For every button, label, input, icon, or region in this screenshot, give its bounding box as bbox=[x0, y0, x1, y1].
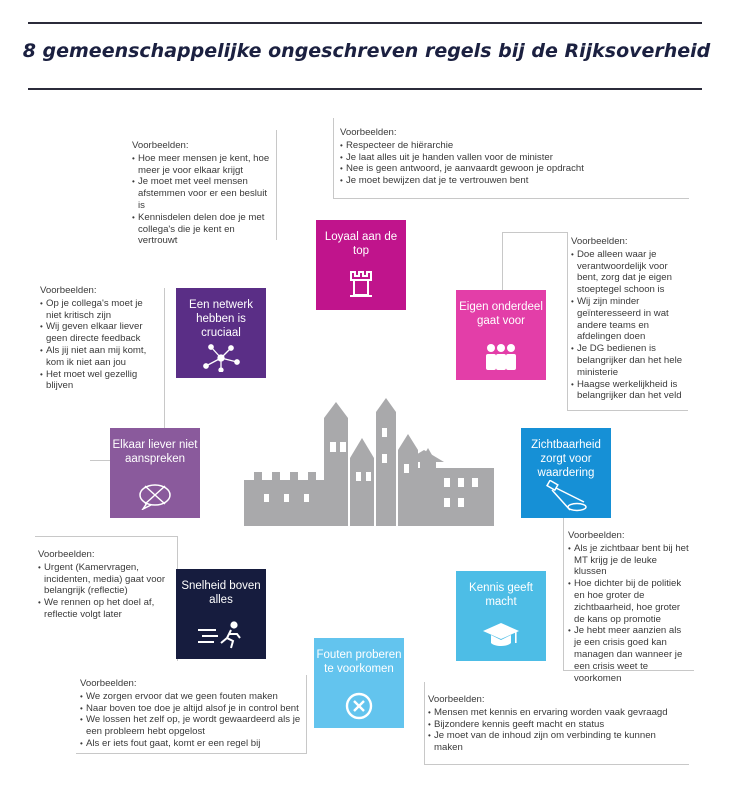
rule-label: Snelheid boven alles bbox=[181, 580, 261, 606]
connector-eigen bbox=[502, 232, 568, 291]
network-icon bbox=[201, 344, 241, 372]
examples-loyaal bbox=[340, 127, 590, 187]
list-item: • Het moet wel gezellig blijven bbox=[40, 369, 160, 393]
spotlight-icon bbox=[544, 480, 588, 514]
group-icon bbox=[483, 342, 519, 372]
list-item: • Je moet bewijzen dat je te vertrouwen bent bbox=[340, 175, 590, 187]
examples-netwerk bbox=[132, 140, 274, 247]
rule-label: Fouten proberen te voorkomen bbox=[316, 649, 402, 675]
examples-snelheid bbox=[38, 549, 170, 621]
examples-kennis bbox=[428, 694, 686, 754]
list-item: • Wij zijn minder geïnteresseerd in wat andere teams en afdelingen doen bbox=[571, 296, 689, 343]
rule-box-fouten bbox=[314, 638, 404, 728]
rule-box-eigen bbox=[456, 290, 546, 380]
list-item: • Als er iets fout gaat, komt er een regel bij bbox=[80, 738, 304, 750]
list-item: • Doe alleen waar je verantwoordelijk voor bent, zorg dat je eigen stoeptegel schoon is bbox=[571, 249, 689, 296]
list-item: • We zorgen ervoor dat we geen fouten maken bbox=[80, 691, 304, 703]
list-item: • Respecteer de hiërarchie bbox=[340, 140, 590, 152]
rule-box-zichtbaarheid bbox=[521, 428, 611, 518]
list-item: • Je moet met veel mensen afstemmen voor er een besluit is bbox=[132, 176, 274, 211]
list-item: • Je moet van de inhoud zijn om verbinding te kunnen maken bbox=[428, 730, 686, 754]
list-item: • Je laat alles uit je handen vallen voor de minister bbox=[340, 152, 590, 164]
list-item: • Haagse werkelijkheid is belangrijker dan het veld bbox=[571, 379, 689, 403]
list-item: • Urgent (Kamervragen, incidenten, media) gaat voor belangrijk (reflectie) bbox=[38, 562, 170, 597]
runner-icon bbox=[196, 621, 246, 649]
examples-fouten bbox=[80, 678, 304, 750]
graduation-cap-icon bbox=[481, 621, 521, 651]
list-item: • We rennen op het doel af, reflectie volgt later bbox=[38, 597, 170, 621]
list-item: • Hoe meer mensen je kent, hoe meer je voor elkaar krijgt bbox=[132, 153, 274, 177]
bottom-rule bbox=[28, 88, 702, 90]
list-item: • Bijzondere kennis geeft macht en status bbox=[428, 719, 686, 731]
rule-label: Kennis geeft macht bbox=[469, 582, 533, 608]
list-item: • Wij geven elkaar liever geen directe feedback bbox=[40, 321, 160, 345]
examples-heading: Voorbeelden: bbox=[132, 140, 189, 151]
list-item: • Als jij niet aan mij komt, kom ik niet aan jou bbox=[40, 345, 160, 369]
list-item: • Naar boven toe doe je altijd alsof je in control bent bbox=[80, 703, 304, 715]
rule-box-kennis bbox=[456, 571, 546, 661]
examples-heading: Voorbeelden: bbox=[80, 678, 137, 689]
list-item: • Op je collega's moet je niet kritisch zijn bbox=[40, 298, 160, 322]
examples-heading: Voorbeelden: bbox=[40, 285, 97, 296]
list-item: • Nee is geen antwoord, je aanvaardt gewoon je opdracht bbox=[340, 163, 590, 175]
examples-heading: Voorbeelden: bbox=[571, 236, 628, 247]
no-talk-icon bbox=[137, 482, 173, 510]
list-item: • Kennisdelen delen doe je met collega's die je kent en vertrouwt bbox=[132, 212, 274, 247]
top-rule bbox=[28, 22, 702, 24]
list-item: • Mensen met kennis en ervaring worden vaak gevraagd bbox=[428, 707, 686, 719]
rule-box-aanspreken bbox=[110, 428, 200, 518]
examples-zichtbaarheid bbox=[568, 530, 690, 684]
examples-aanspreken bbox=[40, 285, 160, 392]
examples-heading: Voorbeelden: bbox=[568, 530, 625, 541]
examples-eigen bbox=[571, 236, 689, 402]
rule-label: Loyaal aan de top bbox=[324, 231, 398, 257]
rule-label: Een netwerk hebben is cruciaal bbox=[189, 299, 253, 339]
list-item: • Je DG bedienen is belangrijker dan het hele ministerie bbox=[571, 343, 689, 378]
examples-heading: Voorbeelden: bbox=[38, 549, 95, 560]
examples-heading: Voorbeelden: bbox=[428, 694, 485, 705]
rule-box-netwerk bbox=[176, 288, 266, 378]
tower-icon bbox=[348, 270, 374, 298]
examples-heading: Voorbeelden: bbox=[340, 127, 397, 138]
rule-box-snelheid bbox=[176, 569, 266, 659]
rule-label: Zichtbaarheid zorgt voor waardering bbox=[531, 439, 601, 479]
rule-label: Elkaar liever niet aanspreken bbox=[112, 439, 198, 465]
page-title: 8 gemeenschappelijke ongeschreven regels bij de Rijksoverheid bbox=[22, 40, 711, 62]
rule-box-loyaal bbox=[316, 220, 406, 310]
list-item: • We lossen het zelf op, je wordt gewaardeerd als je een probleem hebt opgelost bbox=[80, 714, 304, 738]
cross-circle-icon bbox=[345, 692, 373, 720]
castle-illustration bbox=[244, 398, 494, 528]
list-item: • Als je zichtbaar bent bij het MT krijg je de leuke klussen bbox=[568, 543, 690, 578]
list-item: • Hoe dichter bij de politiek en hoe groter de zichtbaarheid, hoe groter de kans op promotie bbox=[568, 578, 690, 625]
rule-label: Eigen onderdeel gaat voor bbox=[459, 301, 543, 327]
list-item: • Je hebt meer aanzien als je een crisis goed kan managen dan wanneer je een crisis weet te voorkomen bbox=[568, 625, 690, 684]
